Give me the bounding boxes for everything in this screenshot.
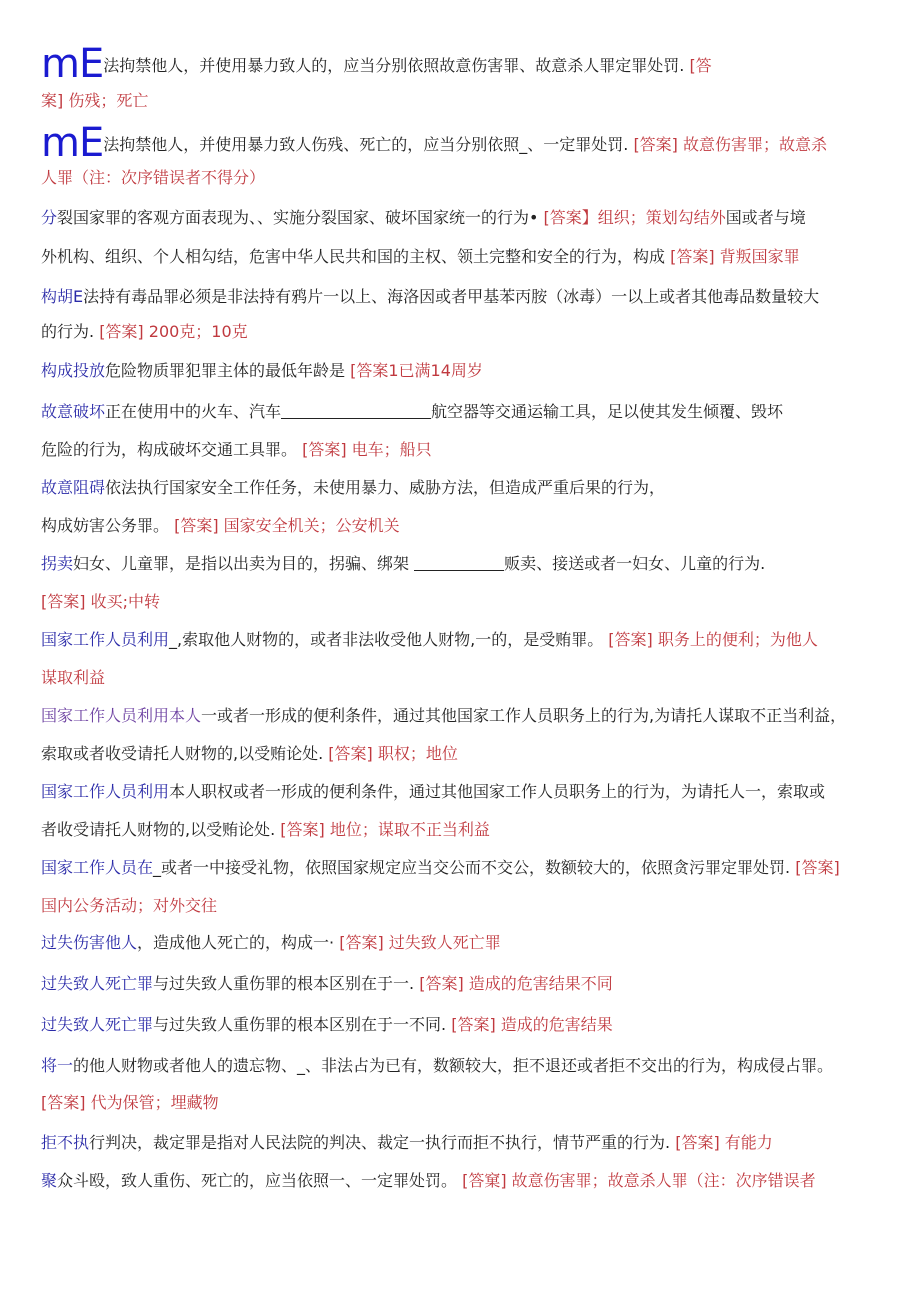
item-lead: 国家工作人员利用 xyxy=(41,782,170,801)
item-2-line-2 xyxy=(41,166,265,190)
item-text: 外机构、组织、个人相勾结，危害中华人民共和国的主权、领土完整和安全的行为，构成 xyxy=(41,247,671,266)
item-text: 正在使用中的火车、汽车 xyxy=(105,402,282,421)
item-lead: 故意破坏 xyxy=(41,402,106,421)
item-13-line-1 xyxy=(41,931,501,955)
item-lead: 构成投放 xyxy=(41,361,106,380)
item-text: 本人职权或者一形成的便利条件，通过其他国家工作人员职务上的行为，为请托人一，索取或 xyxy=(169,782,826,801)
item-9-line-2 xyxy=(41,666,105,690)
item-3-line-1 xyxy=(41,206,806,230)
item-lead: 过失致人死亡罪 xyxy=(41,1015,154,1034)
item-text: 贩卖、接送或者一妇女、儿童的行为. xyxy=(504,554,766,573)
item-text: 法拘禁他人，并使用暴力致人的，应当分别依照故意伤害罪、故意杀人罪定罪处罚. xyxy=(103,56,690,75)
item-answer: 案] 伤残；死亡 xyxy=(41,91,149,110)
item-text: 航空器等交通运输工具，足以使其发生倾覆、毁坏 xyxy=(431,402,784,421)
item-7-line-1 xyxy=(41,476,665,500)
item-4-line-1 xyxy=(41,285,819,309)
item-lead: 拐卖 xyxy=(41,554,74,573)
item-3-line-2 xyxy=(41,245,800,269)
item-text: 与过失致人重伤罪的根本区别在于一不同. xyxy=(153,1015,452,1034)
item-2-line-1 xyxy=(41,120,828,166)
item-6-line-1 xyxy=(41,400,783,424)
item-9-line-1 xyxy=(41,628,818,652)
item-text: _或者一中接受礼物，依照国家规定应当交公而不交公，数额较大的，依照贪污罪定罪处罚. xyxy=(153,858,796,877)
item-answer: [答案] 收买;中转 xyxy=(41,592,160,611)
item-text: 危险的行为，构成破坏交通工具罪。 xyxy=(41,440,303,459)
item-text: 索取或者收受请托人财物的,以受贿论处. xyxy=(41,744,329,763)
item-12-line-1 xyxy=(41,856,840,880)
item-text: 行判决，裁定罪是指对人民法院的判决、裁定一执行而拒不执行，情节严重的行为. xyxy=(89,1133,676,1152)
item-text: 的他人财物或者他人的遗忘物、_、非法占为已有，数额较大，拒不退还或者拒不交出的行为，构成侵占罪。 xyxy=(73,1056,834,1075)
item-16-line-1 xyxy=(41,1054,833,1078)
item-lead: 拒不执 xyxy=(41,1133,90,1152)
item-text: 的行为. xyxy=(41,322,100,341)
item-lead-big: mE xyxy=(41,120,104,166)
item-text: 依法执行国家安全工作任务，未使用暴力、威胁方法，但造成严重后果的行为， xyxy=(105,478,666,497)
item-text: 危险物质罪犯罪主体的最低年龄是 xyxy=(105,361,351,380)
item-text: 一或者一形成的便利条件，通过其他国家工作人员职务上的行为,为请托人谋取不正当利益， xyxy=(201,706,847,725)
item-answer: [答案] 地位；谋取不正当利益 xyxy=(280,820,490,839)
item-12-line-2 xyxy=(41,894,217,918)
item-answer: [答案] 有能力 xyxy=(675,1133,773,1152)
item-17-line-1 xyxy=(41,1131,773,1155)
item-lead: 国家工作人员在 xyxy=(41,858,154,877)
item-lead: 国家工作人员利用本人 xyxy=(41,706,202,725)
item-answer: [答案] 故意伤害罪；故意杀 xyxy=(633,135,828,154)
item-lead: 构胡E xyxy=(41,287,84,306)
item-text: 众斗殴，致人重伤、死亡的，应当依照一、一定罪处罚。 xyxy=(57,1171,463,1190)
item-answer: [答案] 职务上的便利；为他人 xyxy=(608,630,818,649)
item-18-line-1 xyxy=(41,1169,816,1193)
item-answer: 人罪（注：次序错误者不得分） xyxy=(41,168,266,187)
item-8-line-2 xyxy=(41,590,160,614)
item-answer: [答案] xyxy=(795,858,840,877)
item-8-line-1 xyxy=(41,552,765,576)
item-lead: 国家工作人员利用 xyxy=(41,630,170,649)
item-answer: [答案】组织；策划勾结外 xyxy=(543,208,726,227)
item-1-line-2 xyxy=(41,89,148,113)
item-answer: 谋取利益 xyxy=(41,668,106,687)
fill-blank xyxy=(281,402,431,419)
item-answer: [答案] 代为保管；埋藏物 xyxy=(41,1093,219,1112)
item-11-line-1 xyxy=(41,780,825,804)
item-5-line-1 xyxy=(41,359,483,383)
item-answer: [答案] 过失致人死亡罪 xyxy=(339,933,501,952)
item-text: _,索取他人财物的，或者非法收受他人财物,一的，是受贿罪。 xyxy=(169,630,609,649)
item-15-line-1 xyxy=(41,1013,613,1037)
item-text: 妇女、儿童罪，是指以出卖为目的，拐骗、绑架 xyxy=(73,554,415,573)
item-7-line-2 xyxy=(41,514,400,538)
item-answer: [答案] 职权；地位 xyxy=(328,744,458,763)
item-text: ，造成他人死亡的，构成一· xyxy=(137,933,340,952)
item-text: 裂国家罪的客观方面表现为、、实施分裂国家、破坏国家统一的行为• xyxy=(57,208,544,227)
item-16-line-2 xyxy=(41,1091,219,1115)
item-1-line-1 xyxy=(41,41,712,87)
item-answer: 国内公务活动；对外交往 xyxy=(41,896,218,915)
item-text: 与过失致人重伤罪的根本区别在于一. xyxy=(153,974,420,993)
item-text: 国或者与境 xyxy=(725,208,806,227)
item-10-line-1 xyxy=(41,704,846,728)
fill-blank xyxy=(414,554,504,571)
item-lead: 分 xyxy=(41,208,58,227)
item-6-line-2 xyxy=(41,438,432,462)
item-answer: [答案] 背叛国家罪 xyxy=(670,247,800,266)
item-lead: 过失伤害他人 xyxy=(41,933,138,952)
item-text: 法持有毒品罪必须是非法持有鸦片一以上、海洛因或者甲基苯丙胺（冰毒）一以上或者其他毒品数量较大 xyxy=(83,287,820,306)
item-answer: [答 xyxy=(689,56,712,75)
item-answer: [答窠] 故意伤害罪；故意杀人罪（注：次序错误者 xyxy=(462,1171,816,1190)
item-text: 构成妨害公务罪。 xyxy=(41,516,175,535)
item-answer: [答案] 造成的危害结果 xyxy=(451,1015,613,1034)
item-4-line-2 xyxy=(41,320,248,344)
item-text: 者收受请托人财物的,以受贿论处. xyxy=(41,820,281,839)
item-10-line-2 xyxy=(41,742,458,766)
item-answer: [答案] 电车；船只 xyxy=(302,440,432,459)
item-text: 法拘禁他人，并使用暴力致人伤残、死亡的，应当分别依照_、一定罪处罚. xyxy=(103,135,634,154)
item-lead: 聚 xyxy=(41,1171,58,1190)
item-answer: [答案1已满14周岁 xyxy=(350,361,483,380)
item-lead: 过失致人死亡罪 xyxy=(41,974,154,993)
item-lead-big: mE xyxy=(41,41,104,87)
item-lead: 故意阻碍 xyxy=(41,478,106,497)
item-lead: 将一 xyxy=(41,1056,74,1075)
item-14-line-1 xyxy=(41,972,613,996)
item-answer: [答案] 国家安全机关；公安机关 xyxy=(174,516,400,535)
item-11-line-2 xyxy=(41,818,490,842)
item-answer: [答案] 造成的危害结果不同 xyxy=(419,974,613,993)
item-answer: [答案] 200克；10克 xyxy=(99,322,248,341)
